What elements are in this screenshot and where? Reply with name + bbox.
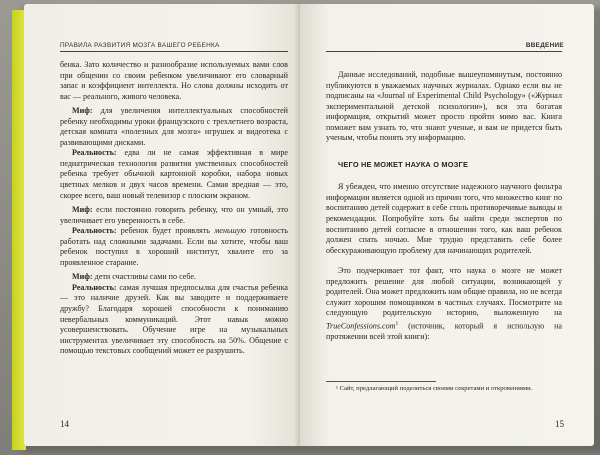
footnote-rule <box>326 381 436 382</box>
myth-label: Миф: <box>72 205 93 215</box>
reality-text: едва ли не самая эффективная в мире педиатрическая технология развития умственных способностей ребенка требует обычной картонной коробки, набора новых цветных мелков и двух часов времени. Самая вредная — это, скорее всего, ваш новый телевизор с плоским экраном. <box>60 148 288 200</box>
myth-paragraph <box>60 106 288 148</box>
reality-paragraph <box>60 148 288 201</box>
right-page-body <box>326 70 562 343</box>
footnote: ¹ Сайт, предлагающий поделиться своими секретами и откровениями. <box>336 385 533 392</box>
paragraph <box>326 266 562 343</box>
page-number-left: 14 <box>60 419 69 429</box>
myth-text: если постоянно говорить ребенку, что он умный, это увеличивает его уверенность в себе. <box>60 205 288 225</box>
running-head-right: ВВЕДЕНИЕ <box>525 42 564 49</box>
myth-text: для увеличения интеллектуальных способностей ребенку необходимы уроки французского с трехлетнего возраста, детская комната «полезных для мозга» игрушек и видеотека с развивающими дисками. <box>60 106 288 147</box>
website-name: TrueConfessions.com <box>326 321 396 331</box>
paragraph-text: Это подчеркивает тот факт, что наука о мозге не может предложить решение для любой ситуации, возникающей у родителей. Она может предложить нам общие правила, но не всегда служит хорошим помощником в частных случаях. Посмотрите на следующую родительскую историю, выложенную на <box>326 266 562 318</box>
header-rule <box>60 51 288 52</box>
reality-paragraph <box>60 283 288 357</box>
footnote-marker: 1 <box>395 320 399 327</box>
left-page <box>24 4 300 446</box>
paragraph: Данные исследований, подобные вышеупомянутым, постоянно публикуются в уважаемых научных журналах. Однако если вы не подписаны на «Journal of Experimental Child Psychology» («Журнал экспериментальной детской психологии»), вся эта богатая информация, открытий может просто пройти мимо вас. Книга поможет вам узнать то, что знают ученые, и вам не придется быть ученым, чтобы понять эту информацию. <box>326 70 562 143</box>
reality-text: ребенок будет проявлять <box>116 226 215 236</box>
paragraph: бенка. Зато количество и разнообразие используемых вами слов при общении со своим ребенком увеличивают его словарный запас и коэффициент интеллекта. Но слова должны исходить от вас — реального, живого человека. <box>60 60 288 101</box>
reality-text: готовность работать над сложными задачами. Если вы хотите, чтобы ваш ребенок поступил в хороший институт, хвалите его за проявленное старание. <box>60 226 288 267</box>
myth-paragraph <box>60 205 288 226</box>
myth-label: Миф: <box>72 272 93 282</box>
myth-paragraph <box>60 272 288 283</box>
reality-paragraph <box>60 226 288 268</box>
section-heading: ЧЕГО НЕ МОЖЕТ НАУКА О МОЗГЕ <box>338 159 469 169</box>
reality-label: Реальность: <box>72 226 117 236</box>
page-number-right: 15 <box>555 419 564 429</box>
reality-text: самая лучшая предпосылка для счастья ребенка — это наличие друзей. Как вы заводите и поддерживаете дружбу? Благодаря хорошей способности к пониманию невербальных коммуникаций. Этот навык можно усовершенствовать. Обучение игре на музыкальных инструментах увеличивает эту способность на 50%. Общение с помощью текстовых сообщений может ее разрушить. <box>60 282 288 356</box>
running-head-left: ПРАВИЛА РАЗВИТИЯ МОЗГА ВАШЕГО РЕБЕНКА <box>60 42 220 49</box>
emphasis-text: меньшую <box>214 226 247 236</box>
reality-label: Реальность: <box>72 148 117 158</box>
paragraph: Я убежден, что именно отсутствие надежного научного фильтра информации является одной из причин того, что множество книг по воспитанию детей содержит в себе столь противоречивые выводы и рекомендации. Попробуйте хоть бы найти среди экспертов по воспитанию детей согласие в отношении того, как ваш ребенок должен спать ночью. Мне трудно представить себе более обескураживающую проблему для начинающих родителей. <box>326 182 562 255</box>
reality-label: Реальность: <box>72 282 117 292</box>
right-page <box>300 4 594 446</box>
header-rule <box>326 51 562 52</box>
myth-label: Миф: <box>72 106 93 116</box>
myth-text: дети счастливы сами по себе. <box>92 272 196 282</box>
paragraph-text: (источник, который я использую на протяжении всей этой книги): <box>326 321 562 342</box>
left-page-body <box>60 60 288 357</box>
